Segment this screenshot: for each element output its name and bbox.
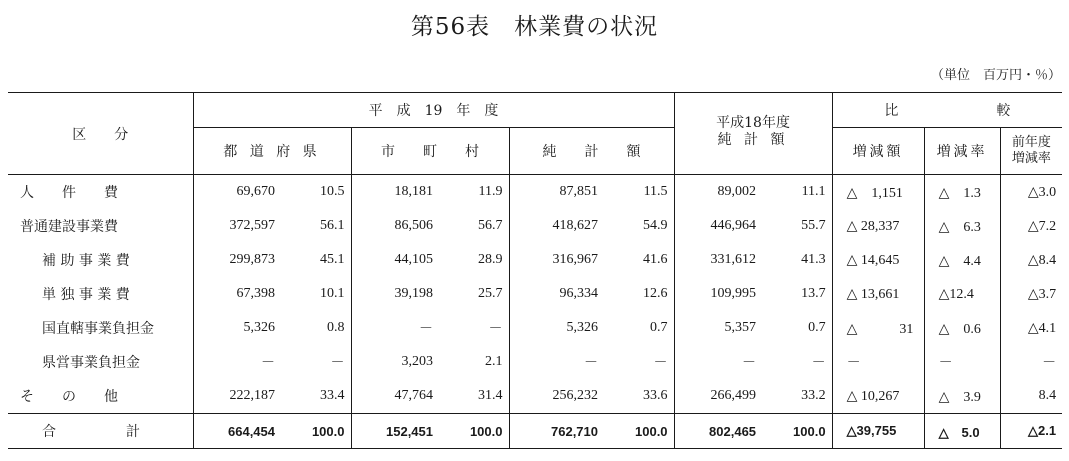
cell-prev-rate: △8.4 xyxy=(1027,252,1057,268)
cell-net: 762,710 xyxy=(509,414,604,449)
cell-muni: 86,506 xyxy=(394,218,433,233)
table-row xyxy=(8,209,1062,243)
cell-net: 87,851 xyxy=(559,184,598,199)
cell-prev-rate: △4.1 xyxy=(1027,320,1057,336)
cell-prev: 266,499 xyxy=(710,388,757,403)
cell-pref-pct: 0.8 xyxy=(281,311,351,345)
header-h19: 平 成 19 年 度 xyxy=(193,93,674,128)
cell-pref-pct: － xyxy=(281,345,351,379)
forestry-expense-table xyxy=(8,92,1062,449)
cell-muni: 39,198 xyxy=(394,286,433,301)
cell-prev: 802,465 xyxy=(674,414,762,449)
header-prev-rate xyxy=(1000,128,1062,175)
cell-net-pct: 54.9 xyxy=(604,209,674,243)
cell-rate: △ 3.9 xyxy=(924,379,1000,414)
cell-muni-pct: 25.7 xyxy=(439,277,509,311)
cell-net: 418,627 xyxy=(552,218,598,233)
cell-net-pct: 33.6 xyxy=(604,379,674,414)
cell-muni: 152,451 xyxy=(351,414,439,449)
cell-rate: △ 0.6 xyxy=(924,311,1000,345)
table-row xyxy=(8,311,1062,345)
cell-pref-pct: 56.1 xyxy=(281,209,351,243)
cell-prev-rate: △7.2 xyxy=(1027,218,1057,234)
cell-pref: 299,873 xyxy=(229,252,275,267)
header-change-rate: 増減率 xyxy=(924,128,1000,175)
header-h18-line1: 平成18年度 xyxy=(716,115,790,131)
cell-pref: 69,670 xyxy=(236,184,275,199)
table-row xyxy=(8,243,1062,277)
cell-net-pct: － xyxy=(604,345,674,379)
table-row xyxy=(8,345,1062,379)
cell-pref: 664,454 xyxy=(193,414,281,449)
cell-prev-pct: 41.3 xyxy=(762,243,832,277)
cell-diff: △ 31 xyxy=(832,311,924,345)
cell-muni: 44,105 xyxy=(394,252,433,267)
cell-muni-pct: 2.1 xyxy=(439,345,509,379)
header-category: 区 分 xyxy=(8,93,193,175)
row-label: 単 独 事 業 費 xyxy=(8,277,193,311)
cell-prev-pct: － xyxy=(762,345,832,379)
header-h18 xyxy=(674,93,832,175)
cell-net-pct: 0.7 xyxy=(604,311,674,345)
cell-prev-pct: 33.2 xyxy=(762,379,832,414)
header-municipality: 市 町 村 xyxy=(351,128,509,175)
row-label: 補 助 事 業 費 xyxy=(8,243,193,277)
cell-net-pct: 100.0 xyxy=(604,414,674,449)
header-prev-rate-line1: 前年度 xyxy=(1011,135,1051,150)
row-label: 人 件 費 xyxy=(8,175,193,210)
cell-prev: 89,002 xyxy=(717,184,757,199)
cell-prev: 446,964 xyxy=(710,218,757,233)
cell-prev-pct: 13.7 xyxy=(762,277,832,311)
table-row xyxy=(8,379,1062,414)
cell-pref: 222,187 xyxy=(229,388,275,403)
cell-prev-rate: △2.1 xyxy=(1000,414,1062,449)
row-label: 国直轄事業負担金 xyxy=(8,311,193,345)
cell-prev-pct: 0.7 xyxy=(762,311,832,345)
cell-net-pct: 12.6 xyxy=(604,277,674,311)
cell-prev-rate: － xyxy=(1042,356,1057,371)
cell-diff: △39,755 xyxy=(832,414,924,449)
header-change-amount: 増減額 xyxy=(832,128,924,175)
cell-diff: △ 28,337 xyxy=(832,209,924,243)
header-net-total: 純 計 額 xyxy=(509,128,674,175)
cell-rate: － xyxy=(924,345,1000,379)
cell-prev-pct: 100.0 xyxy=(762,414,832,449)
cell-net-pct: 41.6 xyxy=(604,243,674,277)
cell-prev-pct: 11.1 xyxy=(762,175,832,210)
header-prefecture: 都 道 府 県 xyxy=(193,128,351,175)
cell-muni: － xyxy=(419,322,433,337)
cell-pref-pct: 100.0 xyxy=(281,414,351,449)
cell-muni-pct: 31.4 xyxy=(439,379,509,414)
cell-net: 96,334 xyxy=(559,286,598,301)
cell-rate: △ 6.3 xyxy=(924,209,1000,243)
cell-muni: 3,203 xyxy=(401,354,433,369)
cell-muni-pct: 100.0 xyxy=(439,414,509,449)
cell-rate: △ 4.4 xyxy=(924,243,1000,277)
cell-prev-rate: △3.7 xyxy=(1027,286,1057,302)
cell-rate: △ 1.3 xyxy=(924,175,1000,210)
cell-diff: △ 1,151 xyxy=(832,175,924,210)
cell-prev: 5,357 xyxy=(724,320,757,335)
cell-prev-pct: 55.7 xyxy=(762,209,832,243)
cell-pref: － xyxy=(261,356,275,371)
cell-net: 256,232 xyxy=(552,388,598,403)
page-title: 第56表 林業費の状況 xyxy=(410,14,659,40)
header-h18-line2: 純 計 額 xyxy=(717,132,789,148)
cell-muni-pct: － xyxy=(439,311,509,345)
cell-pref: 372,597 xyxy=(229,218,275,233)
cell-prev: － xyxy=(742,356,757,371)
cell-pref: 67,398 xyxy=(236,286,275,301)
cell-pref-pct: 33.4 xyxy=(281,379,351,414)
cell-muni-pct: 11.9 xyxy=(439,175,509,210)
row-label: 合 計 xyxy=(8,414,193,449)
header-compare: 比 較 xyxy=(832,93,1062,128)
table-row xyxy=(8,414,1062,449)
cell-net: 316,967 xyxy=(552,252,598,267)
cell-pref-pct: 45.1 xyxy=(281,243,351,277)
cell-prev: 109,995 xyxy=(710,286,757,301)
cell-pref: 5,326 xyxy=(243,320,275,335)
cell-diff: － xyxy=(832,345,924,379)
cell-net-pct: 11.5 xyxy=(604,175,674,210)
cell-rate: △12.4 xyxy=(924,277,1000,311)
cell-pref-pct: 10.1 xyxy=(281,277,351,311)
header-prev-rate-line2: 増減率 xyxy=(1011,151,1051,166)
cell-diff: △ 10,267 xyxy=(832,379,924,414)
cell-diff: △ 13,661 xyxy=(832,277,924,311)
cell-rate: △ 5.0 xyxy=(924,414,1000,449)
cell-prev: 331,612 xyxy=(710,252,757,267)
cell-net: － xyxy=(584,356,598,371)
cell-pref-pct: 10.5 xyxy=(281,175,351,210)
row-label: そ の 他 xyxy=(8,379,193,414)
table-row xyxy=(8,277,1062,311)
table-row xyxy=(8,175,1062,210)
row-label: 普通建設事業費 xyxy=(8,209,193,243)
unit-note: （単位 百万円・％） xyxy=(930,68,1061,83)
cell-muni-pct: 28.9 xyxy=(439,243,509,277)
row-label: 県営事業負担金 xyxy=(8,345,193,379)
cell-prev-rate: 8.4 xyxy=(1038,388,1057,403)
cell-diff: △ 14,645 xyxy=(832,243,924,277)
cell-muni: 18,181 xyxy=(394,184,433,199)
cell-prev-rate: △3.0 xyxy=(1027,184,1057,200)
cell-muni-pct: 56.7 xyxy=(439,209,509,243)
cell-muni: 47,764 xyxy=(394,388,433,403)
cell-net: 5,326 xyxy=(566,320,598,335)
